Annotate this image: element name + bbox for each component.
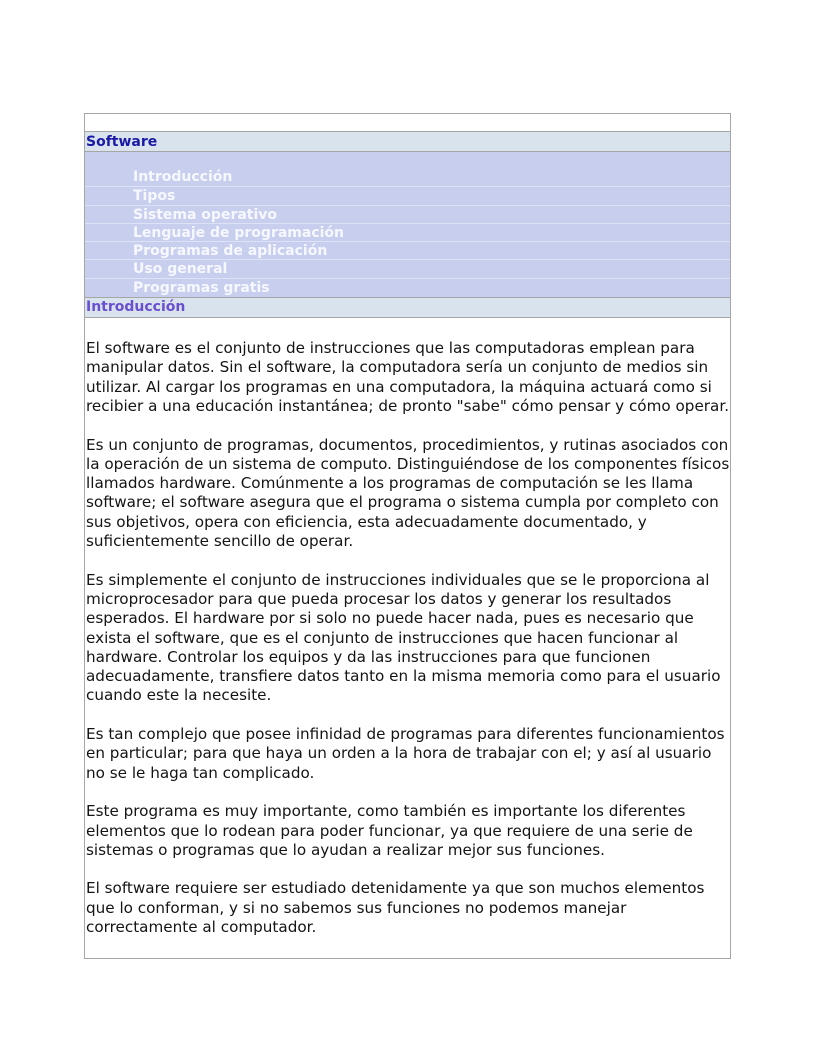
nav-link-introduccion[interactable]: Introducción — [133, 169, 233, 185]
nav-link-tipos[interactable]: Tipos — [85, 186, 730, 204]
nav-link-programas-gratis[interactable]: Programas gratis — [85, 278, 730, 296]
section-content — [85, 318, 730, 958]
document-title: Software — [85, 132, 730, 152]
blank-header-row — [85, 114, 730, 132]
paragraph: Es simplemente el conjunto de instrucciones individuales que se le proporciona al microprocesador para que pueda procesar los datos y generar los resultados esperados. El hardware por si solo no puede hacer nada, pues es necesario que exista el software, que es el conjunto de instrucciones que hacen funcionar al hardware. Controlar los equipos y da las instrucciones para que funcionen adecuadamente, transfiere datos tanto en la misma memoria como para el usuario cuando este la necesite. — [86, 570, 721, 705]
paragraph: El software es el conjunto de instrucciones que las computadoras emplean para manipular datos. Sin el software, la computadora sería un conjunto de medios sin utilizar. Al cargar los programas en una computadora, la máquina actuará como si recibier a una educación instantánea; de pronto "sabe" cómo pensar y cómo operar. — [86, 339, 730, 415]
nav-link-sistema-operativo[interactable]: Sistema operativo — [85, 205, 730, 223]
table-of-contents — [85, 152, 730, 298]
nav-link-uso-general[interactable]: Uso general — [85, 259, 730, 277]
nav-link-programas-de-aplicacion[interactable]: Programas de aplicación — [85, 241, 730, 259]
paragraph: Es tan complejo que posee infinidad de programas para diferentes funcionamientos en particular; para que haya un orden a la hora de trabajar con el; y así al usuario no se le haga tan complicado. — [86, 725, 725, 782]
section-heading: Introducción — [85, 298, 730, 318]
paragraph: Este programa es muy importante, como también es importante los diferentes elementos que lo rodean para poder funcionar, ya que requiere de una serie de sistemas o programas que lo ayudan a realizar mejor sus funciones. — [86, 802, 693, 859]
paragraph: Es un conjunto de programas, documentos, procedimientos, y rutinas asociados con la operación de un sistema de computo. Distinguiéndose de los componentes físicos llamados hardware. Comúnmente a los programas de computación se les llama software; el software asegura que el programa o sistema cumpla por completo con sus objetivos, opera con eficiencia, esta adecuadamente documentado, y suficientemente sencillo de operar. — [86, 435, 730, 551]
document-table — [84, 113, 731, 959]
paragraph: El software requiere ser estudiado detenidamente ya que son muchos elementos que lo conforman, y si no sabemos sus funciones no podemos manejar correctamente al computador. — [86, 879, 705, 936]
nav-link-lenguaje-de-programacion[interactable]: Lenguaje de programación — [85, 223, 730, 241]
